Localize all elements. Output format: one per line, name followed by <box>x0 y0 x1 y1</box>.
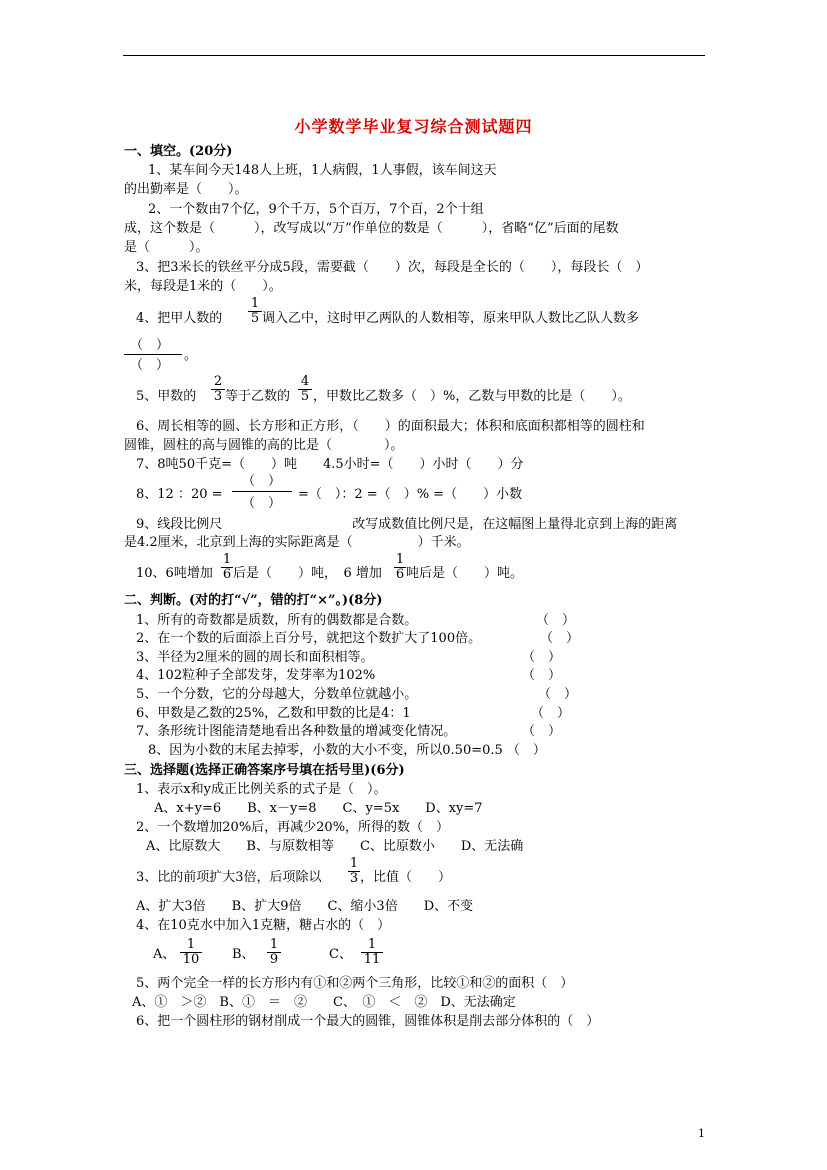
fraction-one-sixth-b <box>394 553 406 582</box>
numerator: 1 <box>395 552 405 567</box>
choice-4: 4、在10克水中加入1克糖，糖占水的（ ） <box>136 918 391 933</box>
numerator: 1 <box>269 937 279 952</box>
section-fill-blank-heading: 一、填空。(20分) <box>124 144 233 159</box>
question-10-text-c: 吨后是（ ）吨。 <box>406 566 524 581</box>
judge-3: 3、半径为2厘米的圆的周长和面积相等。 <box>136 650 374 665</box>
choice-1: 1、表示x和y成正比例关系的式子是（ ）。 <box>136 782 387 797</box>
question-3-line-1: 3、把3米长的铁丝平分成5段，需要截（ ）次，每段是全长的（ ），每段长（ ） <box>136 260 649 275</box>
judge-1-answer-blank: （ ） <box>536 613 576 628</box>
choice-5-options: A、① ＞② B、① ＝ ② C、 ① ＜ ② D、无法确定 <box>132 995 516 1010</box>
question-8-text-a: 8、12 ：20 = <box>136 487 223 502</box>
denominator: 10 <box>180 952 202 967</box>
question-5-text-a: 5、甲数的 <box>136 389 197 404</box>
denominator: 5 <box>298 389 312 404</box>
question-7: 7、8吨50千克=（ ）吨 4.5小时=（ ）小时（ ）分 <box>136 457 524 472</box>
choice-3-options: A、扩大3倍 B、扩大9倍 C、缩小3倍 D、不变 <box>136 899 474 914</box>
page-title: 小学数学毕业复习综合测试题四 <box>294 117 533 136</box>
judge-3-answer-blank: （ ） <box>522 650 562 665</box>
fraction-one-eleventh <box>361 938 383 967</box>
denominator: 6 <box>395 567 405 582</box>
judge-6: 6、甲数是乙数的25%，乙数和甲数的比是4：1 <box>136 706 411 721</box>
question-8-text-b: =（ ）：2 =（ ）% =（ ）小数 <box>298 487 523 502</box>
judge-5: 5、一个分数，它的分母越大，分数单位就越小。 <box>136 687 418 702</box>
question-6-line-1: 6、周长相等的圆、长方形和正方形，（ ）的面积最大；体积和底面积都相等的圆柱和 <box>136 419 645 434</box>
denominator: 5 <box>248 311 262 326</box>
judge-2: 2、在一个数的后面添上百分号，就把这个数扩大了100倍。 <box>136 631 482 646</box>
numerator: 1 <box>367 937 377 952</box>
fraction-two-thirds <box>211 375 225 404</box>
question-2-line-1: 2、一个数由7个亿，9个千万，5个百万，7个百，2个十组 <box>148 202 484 217</box>
question-4-text-a: 4、把甲人数的 <box>136 311 223 326</box>
fraction-four-fifths <box>298 375 312 404</box>
choice-2-options: A、比原数大 B、与原数相等 C、比原数小 D、无法确 <box>146 839 524 854</box>
fraction-one-tenth <box>180 938 202 967</box>
judge-4: 4、102粒种子全部发芽，发芽率为102% <box>136 668 376 683</box>
choice-5: 5、两个完全一样的长方形内有①和②两个三角形，比较①和②的面积（ ） <box>136 976 574 991</box>
judge-7-answer-blank: （ ） <box>522 724 562 739</box>
numerator: 4 <box>300 374 310 389</box>
question-10-text-b: 后是（ ）吨， 6 增加 <box>233 566 382 581</box>
denominator: 11 <box>361 952 383 967</box>
numerator: 2 <box>213 374 223 389</box>
choice-6: 6、把一个圆柱形的钢材削成一个最大的圆锥，圆锥体积是削去部分体积的（ ） <box>136 1014 600 1029</box>
choice-2: 2、一个数增加20%后，再减少20%，所得的数（ ） <box>136 820 450 835</box>
question-6-line-2: 圆锥，圆柱的高与圆锥的高的比是（ ）。 <box>124 438 404 453</box>
denominator: 3 <box>349 871 359 886</box>
fraction-one-sixth-a <box>221 553 233 582</box>
denominator: 3 <box>211 389 225 404</box>
choice-4-option-a-label: A、 <box>153 947 176 962</box>
question-4-blank-numerator: （ ） <box>130 338 170 353</box>
question-5-text-b: 等于乙数的 <box>225 389 291 404</box>
question-10-text-a: 10、6吨增加 <box>136 566 213 581</box>
question-9-line-2: 是4.2厘米，北京到上海的实际距离是（ ）千米。 <box>124 535 470 550</box>
question-5-text-c: ，甲数比乙数多（ ）%，乙数与甲数的比是（ ）。 <box>313 389 631 404</box>
question-3-line-2: 米，每段是1米的（ ）。 <box>124 279 282 294</box>
denominator: 6 <box>222 567 232 582</box>
section-true-false-heading: 二、判断。(对的打“√”，错的打“×”。)(8分) <box>124 593 383 608</box>
question-8-blank-numerator: （ ） <box>242 474 282 489</box>
numerator: 1 <box>349 856 359 871</box>
fraction-one-fifth <box>248 297 262 326</box>
judge-7: 7、条形统计图能清楚地看出各种数量的增减变化情况。 <box>136 724 457 739</box>
question-2-line-2: 成，这个数是（ ），改写成以“万”作单位的数是（ ），省略“亿”后面的尾数 <box>124 221 619 236</box>
choice-4-option-b-label: B、 <box>232 947 255 962</box>
question-4-fraction-bar <box>124 354 182 355</box>
judge-2-answer-blank: （ ） <box>540 631 580 646</box>
numerator: 1 <box>250 296 260 311</box>
section-choice-heading: 三、选择题(选择正确答案序号填在括号里)(6分) <box>124 763 405 778</box>
choice-1-options: A、x+y=6 B、x－y=8 C、y=5x D、xy=7 <box>154 801 483 816</box>
header-rule <box>123 55 705 56</box>
numerator: 1 <box>186 937 196 952</box>
judge-8: 8、因为小数的末尾去掉零，小数的大小不变，所以0.50=0.5 （ ） <box>148 743 546 758</box>
denominator: 9 <box>267 952 281 967</box>
judge-6-answer-blank: （ ） <box>531 706 571 721</box>
question-4-period: 。 <box>184 348 198 363</box>
judge-5-answer-blank: （ ） <box>538 687 578 702</box>
page-number: 1 <box>698 1127 705 1140</box>
judge-4-answer-blank: （ ） <box>522 668 562 683</box>
question-4-blank-denominator: （ ） <box>130 358 170 373</box>
question-8-fraction-bar <box>232 491 292 492</box>
question-4-text-b: 调入乙中，这时甲乙两队的人数相等，原来甲队人数比乙队人数多 <box>262 311 640 326</box>
question-1-line-1: 1、某车间今天148人上班，1人病假，1人事假，该车间这天 <box>148 163 497 178</box>
question-1-line-2: 的出勤率是（ ）。 <box>124 182 248 197</box>
numerator: 1 <box>222 552 232 567</box>
choice-3-text-a: 3、比的前项扩大3倍，后项除以 <box>136 870 322 885</box>
fraction-one-ninth <box>267 938 281 967</box>
choice-3-text-b: ，比值（ ） <box>360 870 452 885</box>
judge-1: 1、所有的奇数都是质数，所有的偶数都是合数。 <box>136 613 418 628</box>
question-8-blank-denominator: （ ） <box>242 496 282 511</box>
question-9-line-1: 9、线段比例尺 改写成数值比例尺是，在这幅图上量得北京到上海的距离 <box>136 517 678 532</box>
question-2-line-3: 是（ ）。 <box>124 240 209 255</box>
fraction-one-third <box>348 857 360 886</box>
choice-4-option-c-label: C、 <box>329 947 352 962</box>
